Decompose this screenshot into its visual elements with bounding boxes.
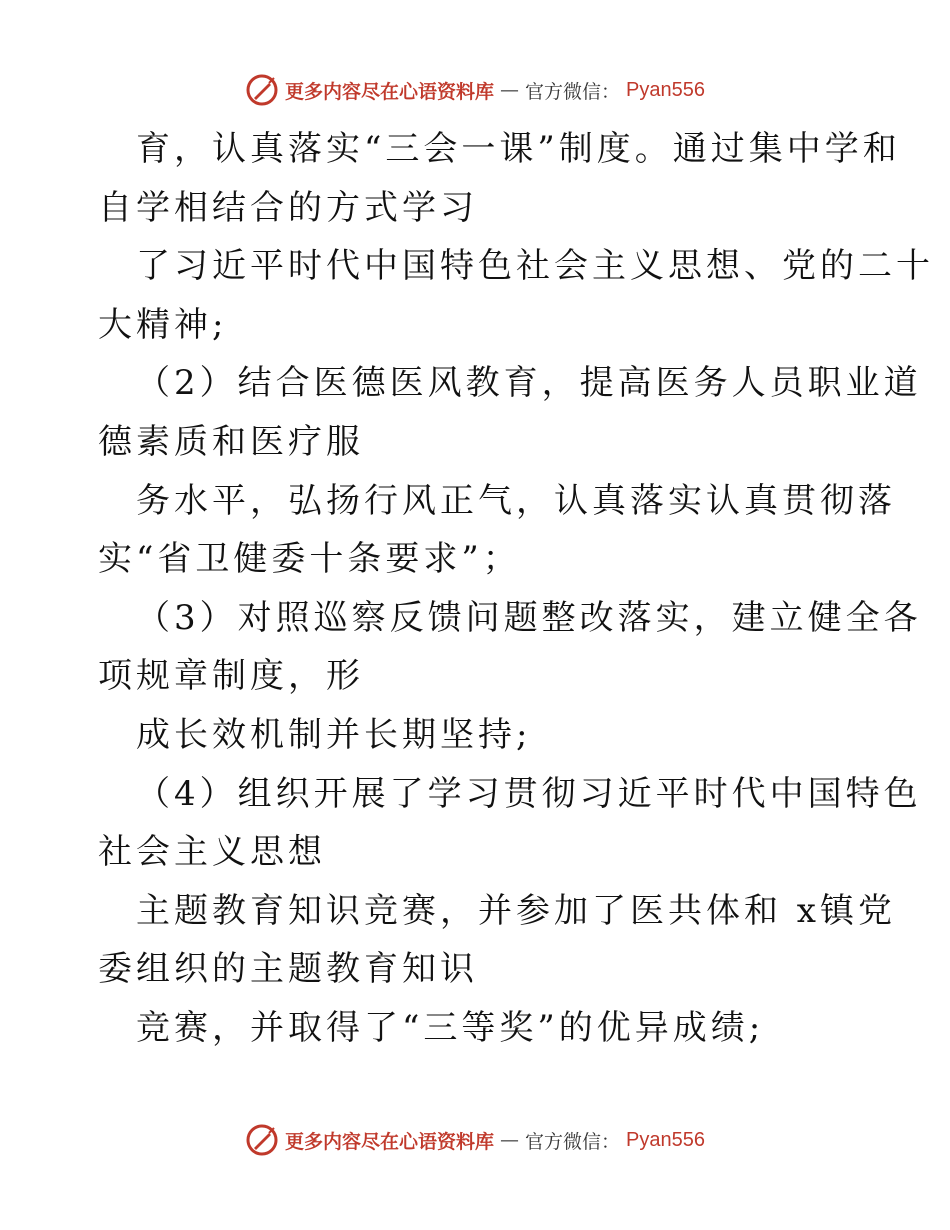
body-line: 社会主义思想 (98, 832, 326, 873)
header-banner-dash: — (500, 79, 520, 101)
body-line: 德素质和医疗服 (98, 421, 364, 462)
body-line: 委组织的主题教育知识 (98, 949, 478, 990)
body-line: 大精神; (98, 304, 228, 345)
header-banner-wechat-label: 官方微信： (525, 80, 621, 103)
body-line: 自学相结合的方式学习 (98, 187, 478, 228)
body-line: 了习近平时代中国特色社会主义思想、党的二十 (136, 246, 934, 287)
header-banner-text: 更多内容尽在心语资料库 (285, 80, 495, 103)
body-line: 主题教育知识竞赛，并参加了医共体和 x镇党 (136, 890, 896, 931)
body-line: 成长效机制并长期坚持; (136, 714, 532, 755)
footer-banner-wechat-label: 官方微信： (525, 1130, 621, 1153)
body-line: （4）组织开展了学习贯彻习近平时代中国特色 (136, 773, 922, 814)
footer-banner-dash: — (500, 1129, 520, 1151)
body-line: 育，认真落实“三会一课”制度。通过集中学和 (136, 129, 901, 169)
body-line: （3）对照巡察反馈问题整改落实，建立健全各 (136, 597, 922, 638)
footer-banner-text: 更多内容尽在心语资料库 (285, 1130, 495, 1153)
footer-banner (0, 1120, 950, 1160)
document-body (98, 120, 934, 1058)
header-banner-handle: Pyan556 (626, 78, 705, 101)
body-line: 项规章制度，形 (98, 656, 364, 697)
body-line: 务水平，弘扬行风正气，认真落实认真贯彻落 (136, 480, 896, 521)
header-banner (0, 70, 950, 110)
body-line: 竞赛，并取得了“三等奖”的优异成绩; (136, 1007, 765, 1048)
quill-pen-seal-icon (245, 1123, 279, 1157)
footer-banner-handle: Pyan556 (626, 1128, 705, 1151)
body-line: （2）结合医德医风教育，提高医务人员职业道 (136, 363, 922, 404)
quill-pen-seal-icon (245, 73, 279, 107)
body-line: 实“省卫健委十条要求”； (98, 539, 521, 580)
